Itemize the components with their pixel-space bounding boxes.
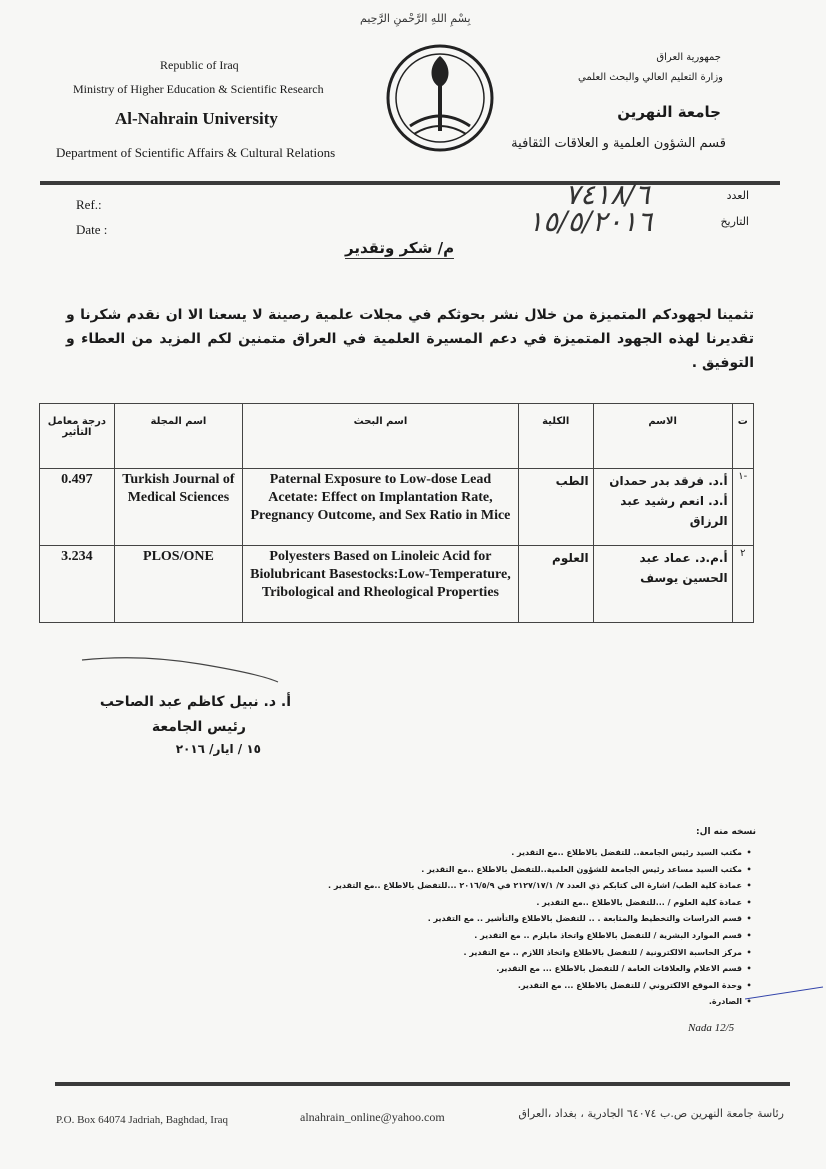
- header-university: Al-Nahrain University: [115, 109, 278, 128]
- list-item: • عمادة كلية العلوم / ...للتفضل بالاطلاع ..مع التقدير .: [236, 895, 756, 912]
- table-header-row: [40, 404, 754, 469]
- header-impact-factor: درجة معامل التأثير: [40, 404, 115, 469]
- list-item: • عمادة كلية الطب/ اشارة الى كتابكم ذي العدد ٧/ ٢١٢٧/١٧/١ في ٢٠١٦/٥/٩ ...للتفضل بالاطلاع ..مع التقدير .: [236, 878, 756, 895]
- list-item: • وحدة الموقع الالكتروني / للتفضل بالاطلاع ... مع التقدير.: [236, 978, 756, 995]
- cell-impact-factor: 0.497: [40, 469, 115, 546]
- ref-label: Ref.:: [76, 197, 102, 212]
- papers-table: [39, 403, 754, 623]
- list-item: • مركز الحاسبة الالكترونية / للتفضل بالاطلاع واتخاذ اللازم .. مع التقدير .: [236, 945, 756, 962]
- header-number: ت: [732, 404, 753, 469]
- header-republic: Republic of Iraq: [160, 58, 239, 72]
- table-row: [40, 546, 754, 623]
- header-title: اسم البحث: [243, 404, 519, 469]
- header-department-ar: قسم الشؤون العلمية و العلاقات الثقافية: [511, 136, 726, 151]
- header-republic-ar: جمهورية العراق: [656, 52, 721, 63]
- header-name: الاسم: [593, 404, 732, 469]
- ref-date-handwritten: ١٥/٥/٢٠١٦: [528, 205, 653, 238]
- signatory-title: رئيس الجامعة: [151, 719, 246, 735]
- pen-mark: [745, 985, 825, 1005]
- copies-list: [236, 845, 756, 1011]
- header-divider: [40, 181, 780, 185]
- cell-college: العلوم: [518, 546, 593, 623]
- cell-number: ٢: [732, 546, 753, 623]
- cell-name: أ.د. فرقد بدر حمدان أ.د. انعم رشيد عبد الرزاق: [593, 469, 732, 546]
- signature-stroke: [80, 652, 280, 692]
- date-label-ar: التاريخ: [720, 215, 749, 228]
- number-label-ar: العدد: [726, 189, 749, 202]
- list-item: • قسم الموارد البشرية / للتفضل بالاطلاع واتخاذ مايلزم .. مع التقدير .: [236, 928, 756, 945]
- list-item: • قسم الدراسات والتخطيط والمتابعة . .. للتفضل بالاطلاع والتأشير .. مع التقدير .: [236, 911, 756, 928]
- cell-number: ١-: [732, 469, 753, 546]
- signature-date: ١٥ / ايار/ ٢٠١٦: [175, 742, 261, 756]
- university-logo: [380, 36, 500, 156]
- cell-title: Paternal Exposure to Low-dose Lead Acetate: Effect on Implantation Rate, Pregnancy Outcome, and Sex Ratio in Mice: [243, 469, 519, 546]
- cell-journal: Turkish Journal of Medical Sciences: [114, 469, 242, 546]
- bismillah-header: بِسْمِ اللهِ الرَّحْمنِ الرَّحِيم: [360, 12, 471, 25]
- list-item: • قسم الاعلام والعلاقات العامة / للتفضل بالاطلاع ... مع التقدير.: [236, 961, 756, 978]
- letter-body: تثمينا لجهودكم المتميزة من خلال نشر بحوثكم في مجلات علمية رصينة لا يسعنا الا ان نقدم شكرنا و تقديرنا لهذه الجهود المتميزة في دعم المسيرة العلمية في العراق متمنين لكم المزيد من العطاء و التوفيق .: [66, 307, 754, 371]
- footer-divider: [55, 1082, 790, 1086]
- header-journal: اسم المجلة: [114, 404, 242, 469]
- list-item: • مكتب السيد رئيس الجامعة.. للتفضل بالاطلاع ..مع التقدير .: [236, 845, 756, 862]
- list-item: • الصادرة.: [236, 994, 756, 1011]
- signatory-name: أ. د. نبيل كاظم عبد الصاحب: [99, 694, 291, 710]
- ref-number-handwritten: ٧٤١٨/٦: [565, 178, 650, 211]
- header-college: الكلية: [518, 404, 593, 469]
- cell-journal: PLOS/ONE: [114, 546, 242, 623]
- list-item: • مكتب السيد مساعد رئيس الجامعة للشؤون العلمية..للتفضل بالاطلاع ..مع التقدير .: [236, 862, 756, 879]
- cell-college: الطب: [518, 469, 593, 546]
- header-university-ar: جامعة النهرين: [617, 103, 721, 121]
- footer-pobox: P.O. Box 64074 Jadriah, Baghdad, Iraq: [56, 1114, 229, 1126]
- cell-impact-factor: 3.234: [40, 546, 115, 623]
- footer-email: alnahrain_online@yahoo.com: [300, 1110, 445, 1124]
- table-row: [40, 469, 754, 546]
- footer-address-ar: رئاسة جامعة النهرين ص.ب ٦٤٠٧٤ الجادرية ، بغداد ،العراق: [518, 1107, 784, 1120]
- header-department: Department of Scientific Affairs & Cultural Relations: [56, 145, 336, 160]
- typist-initials: Nada 12/5: [688, 1022, 735, 1034]
- copies-heading: نسخه منه ال:: [696, 827, 756, 837]
- header-ministry: Ministry of Higher Education & Scientific Research: [73, 82, 324, 96]
- date-label: Date :: [76, 222, 108, 237]
- cell-name: أ.م.د. عماد عبد الحسين يوسف: [593, 546, 732, 623]
- subject-heading: م/ شكر وتقدير: [345, 239, 455, 257]
- cell-title: Polyesters Based on Linoleic Acid for Biolubricant Basestocks:Low-Temperature, Tribological and Rheological Properties: [243, 546, 519, 623]
- header-ministry-ar: وزارة التعليم العالي والبحث العلمي: [578, 72, 723, 83]
